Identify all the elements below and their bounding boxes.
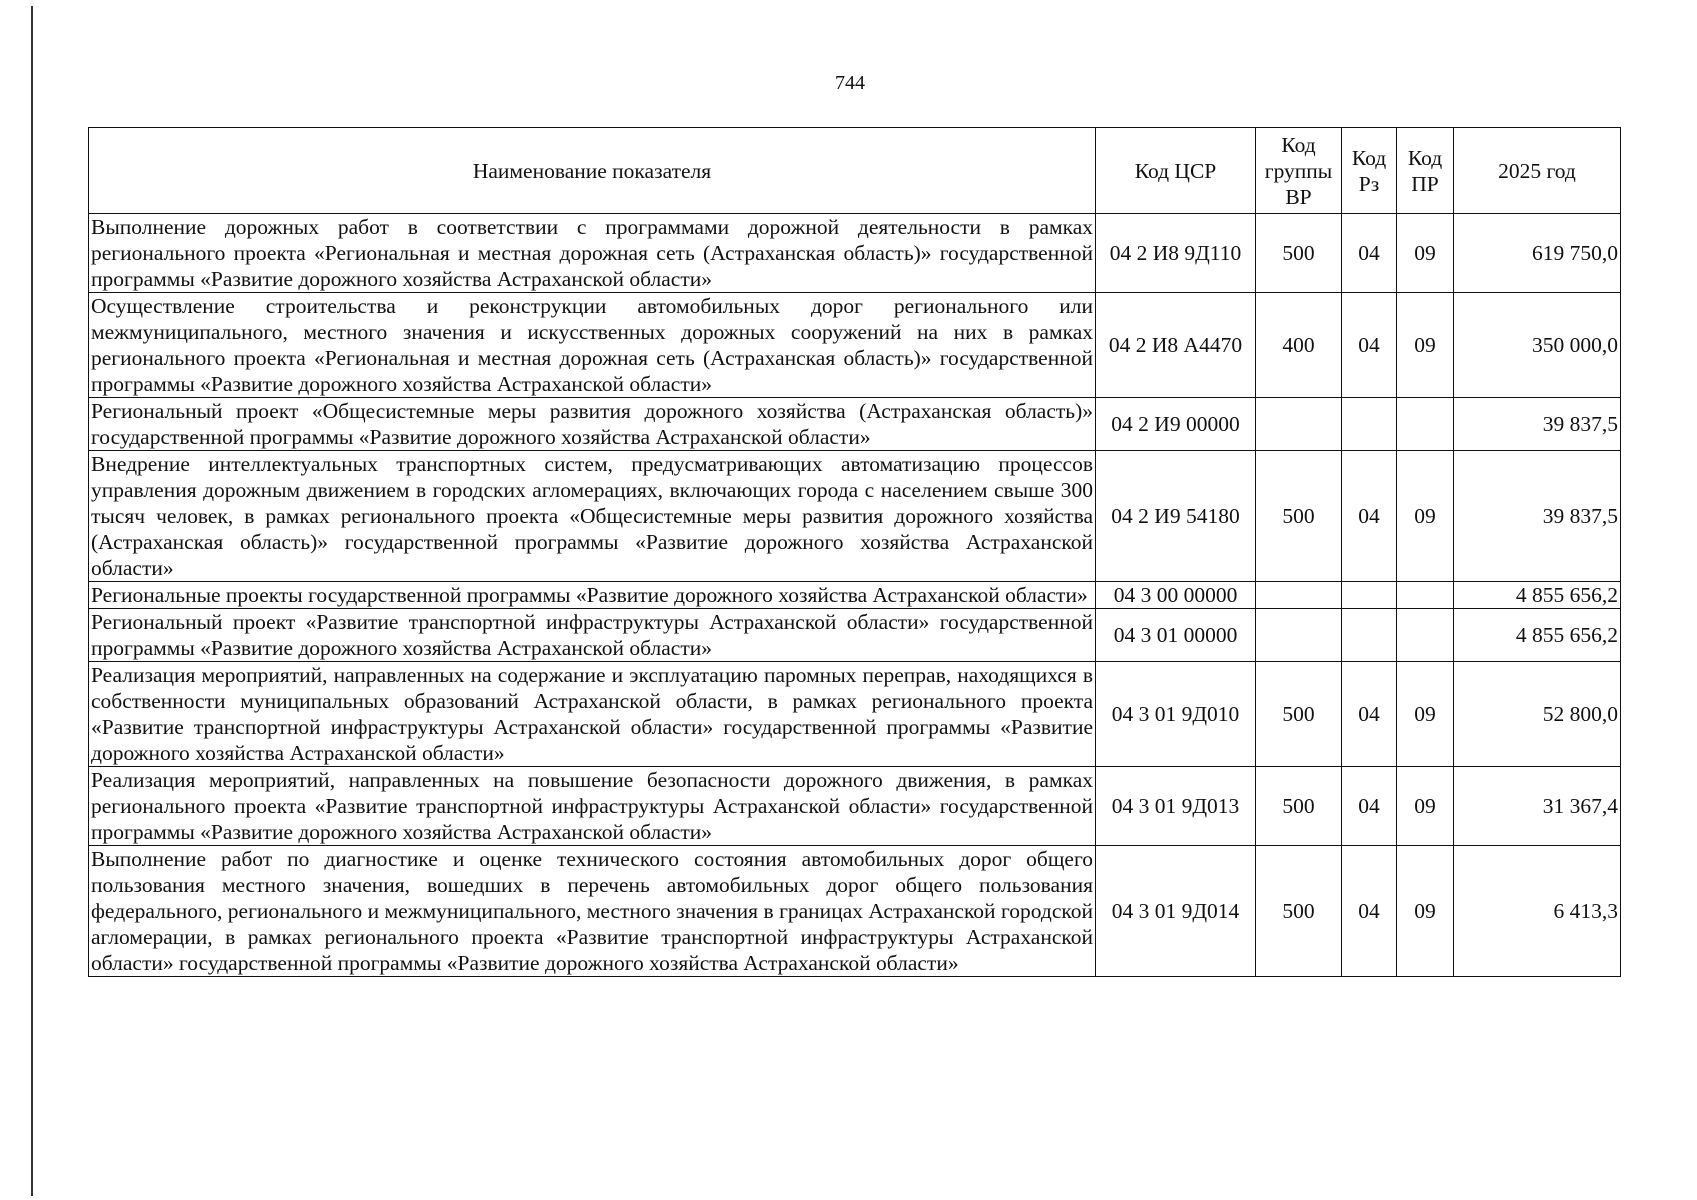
row-name: Выполнение дорожных работ в соответствии с программами дорожной деятельности в рамках регионального проекта «Региональная и местная дорожная сеть (Астраханская область)» государственной программы «Развитие дорожного хозяйства Астраханской области» — [89, 214, 1096, 293]
table-row — [89, 609, 1621, 662]
row-name: Внедрение интеллектуальных транспортных систем, предусматривающих автоматизацию процессов управления дорожным движением в городских агломерациях, включающих города с населением свыше 300 тысяч человек, в рамках регионального проекта «Общесистемные меры развития дорожного хозяйства (Астраханская область)» государственной программы «Развитие дорожного хозяйства Астраханской области» — [89, 451, 1096, 582]
row-amount: 350 000,0 — [1454, 293, 1621, 398]
row-vr — [1256, 398, 1342, 451]
row-rz: 04 — [1342, 293, 1397, 398]
row-amount: 4 855 656,2 — [1454, 609, 1621, 662]
table-row — [89, 767, 1621, 846]
row-csr: 04 2 И9 54180 — [1096, 451, 1256, 582]
header-name: Наименование показателя — [89, 128, 1096, 214]
row-rz: 04 — [1342, 846, 1397, 977]
header-rz-line: Код — [1351, 145, 1387, 170]
row-vr: 500 — [1256, 767, 1342, 846]
row-csr: 04 3 01 9Д014 — [1096, 846, 1256, 977]
header-vr-line: ВР — [1285, 184, 1312, 209]
left-margin-rule — [31, 6, 33, 1196]
row-pr: 09 — [1397, 293, 1454, 398]
row-rz: 04 — [1342, 214, 1397, 293]
row-rz: 04 — [1342, 451, 1397, 582]
table-row — [89, 293, 1621, 398]
row-pr: 09 — [1397, 214, 1454, 293]
budget-table — [88, 127, 1621, 977]
row-rz — [1342, 609, 1397, 662]
header-rz — [1342, 128, 1397, 214]
row-pr — [1397, 582, 1454, 609]
row-csr: 04 2 И8 9Д110 — [1096, 214, 1256, 293]
row-name: Региональный проект «Общесистемные меры развития дорожного хозяйства (Астраханская область)» государственной программы «Развитие дорожного хозяйства Астраханской области» — [89, 398, 1096, 451]
row-name: Осуществление строительства и реконструкции автомобильных дорог регионального или межмуниципального, местного значения и искусственных дорожных сооружений на них в рамках регионального проекта «Региональная и местная дорожная сеть (Астраханская область)» государственной программы «Развитие дорожного хозяйства Астраханской области» — [89, 293, 1096, 398]
header-pr-line: ПР — [1411, 171, 1439, 196]
row-rz — [1342, 582, 1397, 609]
row-amount: 39 837,5 — [1454, 398, 1621, 451]
row-vr — [1256, 582, 1342, 609]
row-rz: 04 — [1342, 662, 1397, 767]
row-csr: 04 3 01 9Д013 — [1096, 767, 1256, 846]
header-row — [89, 128, 1621, 214]
header-vr-line: Код — [1281, 132, 1316, 157]
row-amount: 52 800,0 — [1454, 662, 1621, 767]
row-rz: 04 — [1342, 767, 1397, 846]
row-amount: 619 750,0 — [1454, 214, 1621, 293]
table-body — [89, 214, 1621, 977]
header-pr — [1397, 128, 1454, 214]
row-rz — [1342, 398, 1397, 451]
row-pr: 09 — [1397, 662, 1454, 767]
row-vr: 400 — [1256, 293, 1342, 398]
header-pr-line: Код — [1407, 145, 1443, 170]
row-name: Реализация мероприятий, направленных на повышение безопасности дорожного движения, в рамках регионального проекта «Развитие транспортной инфраструктуры Астраханской области» государственной программы «Развитие дорожного хозяйства Астраханской области» — [89, 767, 1096, 846]
row-name: Реализация мероприятий, направленных на содержание и эксплуатацию паромных переправ, находящихся в собственности муниципальных образований Астраханской области, в рамках регионального проекта «Развитие транспортной инфраструктуры Астраханской области» государственной программы «Развитие дорожного хозяйства Астраханской области» — [89, 662, 1096, 767]
header-vr — [1256, 128, 1342, 214]
header-year: 2025 год — [1454, 128, 1621, 214]
row-amount: 31 367,4 — [1454, 767, 1621, 846]
row-vr: 500 — [1256, 846, 1342, 977]
row-csr: 04 3 00 00000 — [1096, 582, 1256, 609]
page-number: 744 — [835, 72, 865, 94]
header-csr: Код ЦСР — [1096, 128, 1256, 214]
table-row — [89, 398, 1621, 451]
row-csr: 04 2 И9 00000 — [1096, 398, 1256, 451]
header-rz-line: Рз — [1358, 171, 1380, 196]
row-vr: 500 — [1256, 662, 1342, 767]
row-amount: 6 413,3 — [1454, 846, 1621, 977]
table-header — [89, 128, 1621, 214]
row-vr: 500 — [1256, 451, 1342, 582]
table-row — [89, 846, 1621, 977]
row-pr: 09 — [1397, 767, 1454, 846]
row-name: Выполнение работ по диагностике и оценке технического состояния автомобильных дорог общего пользования местного значения, вошедших в перечень автомобильных дорог общего пользования федерального, регионального и межмуниципального, местного значения в границах Астраханской городской агломерации, в рамках регионального проекта «Развитие транспортной инфраструктуры Астраханской области» государственной программы «Развитие дорожного хозяйства Астраханской области» — [89, 846, 1096, 977]
row-name: Региональные проекты государственной программы «Развитие дорожного хозяйства Астраханской области» — [89, 582, 1096, 609]
table-row — [89, 662, 1621, 767]
row-amount: 4 855 656,2 — [1454, 582, 1621, 609]
row-vr: 500 — [1256, 214, 1342, 293]
row-vr — [1256, 609, 1342, 662]
row-name: Региональный проект «Развитие транспортной инфраструктуры Астраханской области» государственной программы «Развитие дорожного хозяйства Астраханской области» — [89, 609, 1096, 662]
row-pr: 09 — [1397, 451, 1454, 582]
row-csr: 04 3 01 9Д010 — [1096, 662, 1256, 767]
row-csr: 04 3 01 00000 — [1096, 609, 1256, 662]
row-csr: 04 2 И8 А4470 — [1096, 293, 1256, 398]
table-row — [89, 451, 1621, 582]
row-pr: 09 — [1397, 846, 1454, 977]
header-vr-line: группы — [1264, 158, 1333, 183]
row-pr — [1397, 398, 1454, 451]
table-row — [89, 214, 1621, 293]
row-amount: 39 837,5 — [1454, 451, 1621, 582]
row-pr — [1397, 609, 1454, 662]
table-row — [89, 582, 1621, 609]
